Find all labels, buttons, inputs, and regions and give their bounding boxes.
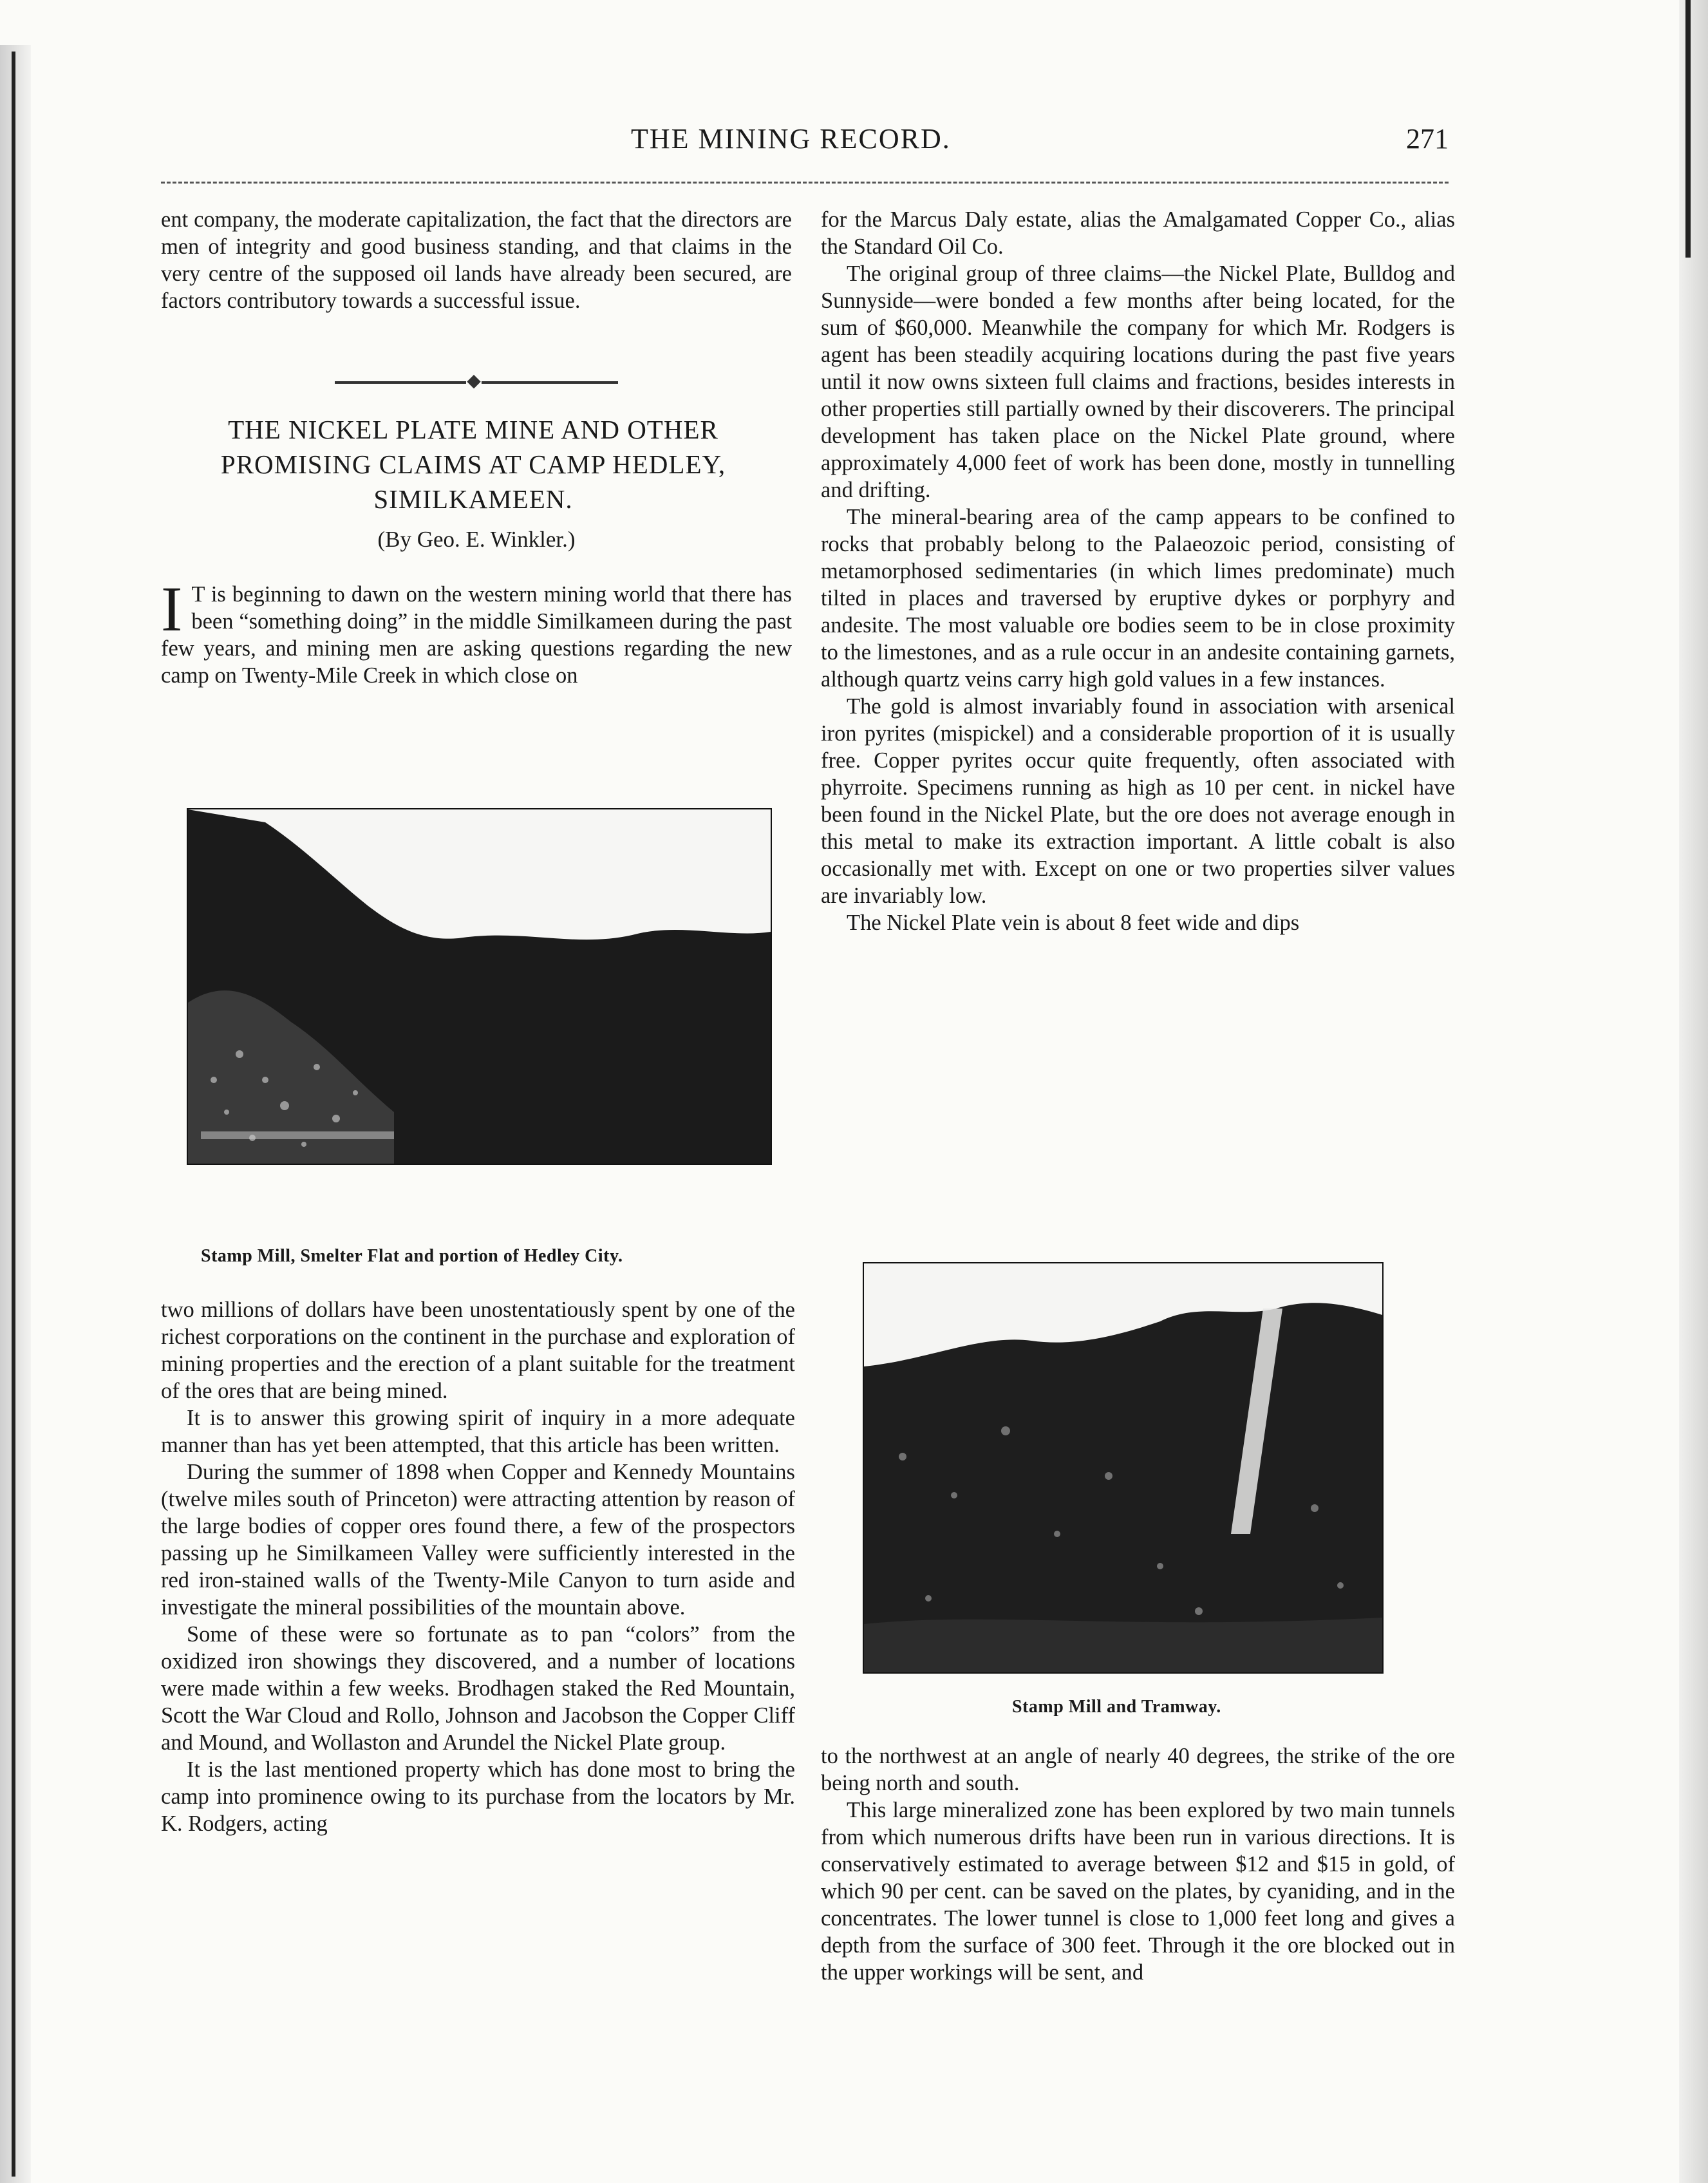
figure-caption: Stamp Mill and Tramway. (1012, 1697, 1221, 1717)
article-column-left-lower (161, 1296, 795, 1837)
intro-text: T is beginning to dawn on the western mining world that there has been “something doing” in the middle Similkameen during the past few years, and mining men are asking questions regarding the new camp on Twenty-Mile Creek in which close on (161, 582, 792, 688)
previous-article-column (161, 206, 792, 314)
photo-stamp-mill-tramway (863, 1262, 1384, 1674)
article-title-line: PROMISING CLAIMS AT CAMP HEDLEY, (220, 449, 726, 479)
scan-edge-right (1679, 0, 1708, 2183)
article-paragraph: During the summer of 1898 when Copper and Kennedy Mountains (twelve miles south of Princeton) were attracting attention by reason of the large bodies of copper ores found there, a few of the prospectors passing up he Similkameen Valley were sufficiently interested in the red iron-stained walls of the Twenty-Mile Canyon to turn aside and investigate the mineral possibilities of the mountain above. (161, 1460, 795, 1620)
previous-article-paragraph: ent company, the moderate capitalization, the fact that the directors are men of integrity and good business standing, and that claims in the very centre of the supposed oil lands have already been secured, are factors contributory towards a successful issue. (161, 207, 792, 313)
running-header (161, 122, 1449, 167)
article-paragraph: The original group of three claims—the Nickel Plate, Bulldog and Sunnyside—were bonded a few months after being located, for the sum of $60,000. Meanwhile the company for which Mr. Rodgers is agent has been steadily acquiring locations during the past five years until it now owns sixteen full claims and fractions, besides interests in other properties still partially owned by their discoverers. The principal development has taken place on the Nickel Plate ground, where approximately 4,000 feet of work has been done, mostly in tunnelling and drifting. (821, 261, 1455, 502)
article-paragraph: to the northwest at an angle of nearly 40 degrees, the strike of the ore being north and south. (821, 1744, 1455, 1795)
article-paragraph: The Nickel Plate vein is about 8 feet wide and dips (847, 911, 1300, 935)
intro-paragraph (161, 573, 792, 689)
article-column-right-lower (821, 1743, 1455, 1986)
article-paragraph: The mineral-bearing area of the camp appears to be confined to rocks that probably belong to the Palaeozoic period, consisting of metamorphosed sedimentaries (in which limes predominate) much tilted in places and traversed by eruptive dykes or porphyry and andesite. The most valuable ore bodies seem to be in close proximity to the limestones, and as a rule occur in an andesite containing garnets, although quartz veins carry high gold values in a few instances. (821, 505, 1455, 692)
photo-landscape-illustration (188, 809, 771, 1164)
article-title-line: SIMILKAMEEN. (373, 484, 573, 514)
article-paragraph: Some of these were so fortunate as to pan “colors” from the oxidized iron showings they discovered, and a number of locations were made within a few weeks. Brodhagen staked the Red Mountain, Scott the War Cloud and Rollo, Johnson and Jacobson the Copper Cliff and Mound, and Wollaston and Arundel the Nickel Plate group. (161, 1622, 795, 1755)
section-divider (335, 371, 618, 391)
article-paragraph: It is to answer this growing spirit of inquiry in a more adequate manner than has yet been attempted, that this article has been written. (161, 1406, 795, 1457)
divider-ornament-icon: ◆ (467, 371, 481, 391)
article-paragraph: for the Marcus Daly estate, alias the Amalgamated Copper Co., alias the Standard Oil Co. (821, 207, 1455, 259)
photo-landscape-illustration (864, 1263, 1382, 1672)
article-column-right-upper (821, 206, 1455, 936)
article-paragraph: It is the last mentioned property which has done most to bring the camp into prominence owing to its purchase from the locators by Mr. K. Rodgers, acting (161, 1757, 795, 1836)
figure-caption: Stamp Mill, Smelter Flat and portion of Hedley City. (201, 1246, 623, 1266)
drop-cap: I (161, 573, 183, 645)
article-title (148, 412, 798, 516)
page-number: 271 (1406, 123, 1449, 155)
article-paragraph: two millions of dollars have been unostentatiously spent by one of the richest corporations on the continent in the purchase and exploration of mining properties and the erection of a plant suitable for the treatment of the ores that are being mined. (161, 1298, 795, 1403)
article-paragraph: The gold is almost invariably found in association with arsenical iron pyrites (mispickel) and a considerable proportion of it is usually free. Copper pyrites occur quite frequently, often associated with phyrroite. Specimens running as high as 10 per cent. in nickel have been found in the Nickel Plate, but the ore does not average enough in this metal to make its extraction important. A little cobalt is also occasionally met with. Except on one or two properties silver values are invariably low. (821, 694, 1455, 908)
header-rule (161, 182, 1449, 184)
scan-edge-left (0, 45, 31, 2183)
article-paragraph: This large mineralized zone has been explored by two main tunnels from which numerous drifts have been run in various directions. It is conservatively estimated to average between $12 and $15 in gold, of which 90 per cent. can be saved on the plates, by cyaniding, and in the concentrates. The lower tunnel is close to 1,000 feet long and gives a depth from the surface of 300 feet. Through it the ore blocked out in the upper workings will be sent, and (821, 1798, 1455, 1985)
byline: (By Geo. E. Winkler.) (377, 527, 576, 552)
article-title-line: THE NICKEL PLATE MINE AND OTHER (228, 415, 718, 444)
journal-title: THE MINING RECORD. (631, 123, 951, 155)
photo-stamp-mill-smelter-flat (187, 808, 772, 1165)
